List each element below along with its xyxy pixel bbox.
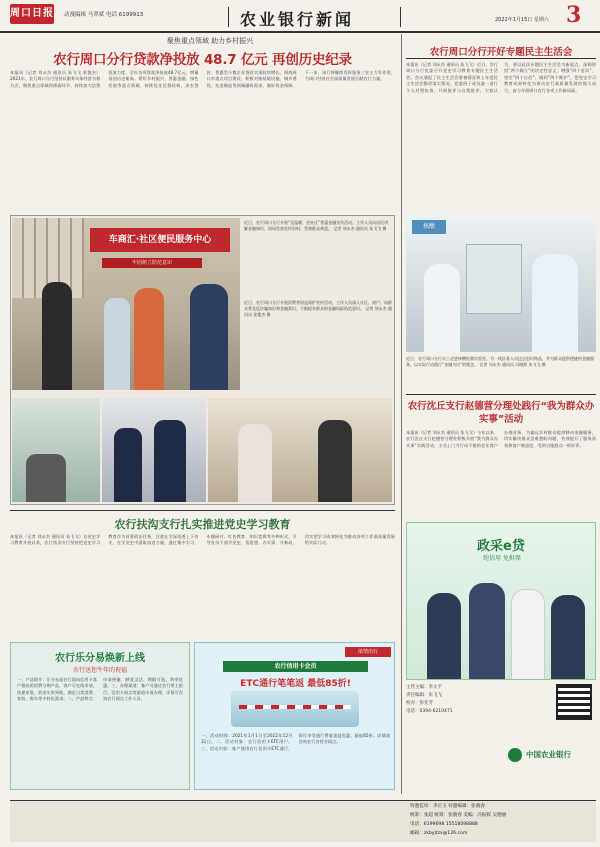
footer-line-1: 特邀监审：李正玉 特邀编辑：张晓春	[410, 804, 485, 809]
footer-line-3: 电话：6199698 15518098888	[410, 822, 478, 827]
lab-worker-right	[532, 254, 578, 352]
page-number: 3	[566, 2, 582, 28]
section-bar-right	[400, 7, 401, 27]
staff-member	[318, 420, 352, 502]
etc-main-title: ETC通行笔笔返 最低85折!	[240, 679, 351, 689]
footer-line-2: 统筹：张超 统筹：张晓春 美编：冯振辉 吴德丽	[410, 813, 507, 818]
leshare-subheadline: 农行送您牛年的祝福	[72, 667, 127, 674]
paper-name-logo: 周口日报	[10, 4, 54, 24]
leshare-body: 一、产品简介：乐分易是农行面向信用卡客户推出的消费分期产品，客户可在线申请、快速审批，资金实时到账，满足日常消费、家装、购车等多样化需求。二、产品特点：申请便捷、额度灵活、期限可选、利率优惠。三、办理渠道：客户可通过农行掌上银行、信用卡网点等渠道申请办理，详情可咨询农行网点工作人员。	[17, 677, 183, 702]
section-title: 农业银行新闻	[240, 10, 355, 29]
footer-line-4: 邮箱：zkbyjtzx@126.com	[410, 831, 468, 836]
section-bar	[228, 7, 229, 27]
abc-logo-icon	[508, 748, 522, 762]
fugou-rule	[10, 510, 395, 511]
shop-sign: 车商汇·社区便民服务中心	[90, 228, 230, 252]
counter-staff	[26, 454, 66, 502]
etc-card-title: 农行信用卡会员	[223, 661, 368, 672]
etc-gate-graphic	[231, 691, 359, 727]
street-photo	[12, 218, 240, 390]
etc-ad	[194, 642, 395, 790]
police-photo	[102, 398, 206, 502]
lead-kicker: 聚焦重点领域 助力乡村振兴	[166, 37, 254, 45]
promo-person-1	[427, 593, 461, 680]
promo-person-3	[511, 589, 545, 680]
info-line-2: 责任编辑：朱飞飞	[406, 693, 442, 698]
info-line-3: 校对：彭亚芳	[406, 701, 433, 706]
right-top-rule	[406, 58, 596, 59]
lab-sign: 核酸	[412, 220, 446, 234]
etc-body: 一、活动时间：2021年1月1日至2022年12月31日。二、活动对象：农行信用卡ETC用户。三、活动内容：客户使用农行信用卡ETC通行，即可享受通行费笔笔返优惠，最低85折。详情请咨询农行各营业网点。	[201, 733, 390, 751]
person-center	[104, 298, 130, 390]
shenqiu-body: 本报讯（记者 刘永杰 通讯员 朱飞飞）今年以来，农行沈丘支行赵德营分理处积极开展“我为群众办实事”实践活动，主动上门为行动不便的老年客户办理业务，为偏远乡村群众提供移动金融服务，切实解决群众急难愁盼问题，有效提升了服务质效和客户满意度，受到当地群众一致好评。	[406, 430, 596, 448]
bank-logo	[508, 746, 598, 764]
bank-hall-photo	[12, 398, 100, 502]
promo-person-4	[551, 595, 585, 680]
masthead-rule	[0, 31, 600, 33]
person-far-right	[190, 284, 228, 390]
footer-band	[10, 800, 596, 842]
red-banner: 牢固树立防范意识	[102, 258, 202, 268]
info-box	[406, 684, 536, 744]
officer-2	[154, 420, 186, 502]
etc-gate-arm	[239, 705, 351, 709]
officer-1	[114, 428, 142, 502]
masthead	[0, 0, 600, 32]
person-left	[42, 282, 72, 390]
info-line-4: 电话：0394-6210471	[406, 709, 453, 714]
fugou-body: 本报讯（记者 刘永杰 通讯员 朱飞飞）自党史学习教育开展以来，农行扶沟支行坚持把党史学习教育作为首要政治任务，注重在学深悟透上下功夫，在学党史中汲取奋进力量，通过集中学习、专题研讨、红色教育、知识竞赛等多种形式，引导党员干部学党史、悟思想、办实事、开新局，切实把学习成效转化为推动各项工作高质量发展的实际行动。	[10, 534, 395, 546]
right-top-headline: 农行周口分行开好专题民主生活会	[429, 47, 573, 58]
date-line: 2022年1月15日 星期六	[495, 17, 549, 23]
lab-worker-left	[424, 264, 460, 352]
shop-visit-photo	[208, 398, 392, 502]
person-right	[134, 288, 164, 390]
fugou-headline: 农行扶沟支行扎实推进党史学习教育	[114, 518, 291, 531]
shenqiu-headline: 农行沈丘支行赵德营分理处践行“我为群众办实事”活动	[407, 401, 595, 425]
leshare-ad	[10, 642, 190, 790]
lab-equipment	[466, 244, 522, 314]
promo-ad	[406, 522, 596, 680]
right-top-body: 本报讯（记者 刘永杰 通讯员 朱飞飞）近日，农行周口分行党委召开党史学习教育专题民主生活会。会议通报了民主生活会准备情况和上年度民主生活会整改落实情况，党委班子成员逐一进行个人对照检查，开展批评与自我批评。大家认为，要以此次专题民主生活会为新起点，深刻领悟“两个确立”的决定性意义，增强“四个意识”、坚定“四个自信”、做到“两个维护”，把党史学习教育成果转化为推动农行高质量发展的强大动力，奋力开创周口农行各项工作新局面。	[406, 62, 596, 93]
caption-left: 近日，农行周口分行开展“送温暖、进社区”普惠金融宣传活动，工作人员向居民讲解金融知识，现场发放宣传资料，受到群众欢迎。 记者 刘永杰 通讯员 朱飞飞 摄	[244, 220, 389, 231]
promo-title: 政采e贷	[477, 539, 525, 554]
lab-caption: 近日，农行周口分行员工走进核酸检测实验室，为一线医务人员送去慰问物品，并为群众提供便捷的金融服务，以实际行动践行“金融为民”的理念。 记者 刘永杰 通讯员 冯晓辉 朱飞飞 摄	[406, 356, 594, 367]
col-divider	[401, 34, 402, 794]
etc-badge: 浓情出行	[345, 647, 391, 657]
lead-headline: 农行周口分行贷款净投放 48.7 亿元 再创历史纪录	[53, 52, 352, 68]
promo-subtitle: 纯信用 免担保	[483, 555, 521, 562]
info-line-1: 主管主编：李太平	[406, 685, 442, 690]
lead-body: 本报讯（记者 刘永杰 通讯员 朱飞飞 张俊杰）2021年，农行周口分行坚持以服务实体经济为着力点，聚焦重点领域和薄弱环节，持续加大信贷投放力度，全年各项贷款净投放48.7亿元，增量再创历史新高。紧盯乡村振兴、普惠金融、绿色发展等重点领域，持续优化信贷结构，涉农贷款、普惠型小微企业贷款实现较快增长。围绕周口市重点项目建设，积极对接基础设施、城乡建设、先进制造等领域融资需求，做好资金保障。下一步，该行将继续发挥服务三农主力军作用，为周口经济社会高质量发展贡献农行力量。	[10, 70, 395, 88]
leshare-headline: 农行乐分易焕新上线	[55, 653, 145, 664]
qr-code	[556, 684, 592, 720]
bank-name: 中国农业银行	[526, 750, 571, 759]
promo-person-2	[469, 583, 505, 680]
customer	[238, 424, 272, 502]
lab-photo	[406, 214, 596, 352]
shenqiu-rule	[406, 394, 596, 395]
info-line: 动漫编辑 马翠斌 电话 6199913	[64, 12, 144, 18]
caption-right: 近日，农行周口分行开展消费者权益保护宣传活动，工作人员深入社区、商户，向群众普及反诈骗知识和金融常识，不断提升群众的金融风险防范意识。 记者 刘永杰 通讯员 张俊杰 摄	[244, 300, 392, 317]
